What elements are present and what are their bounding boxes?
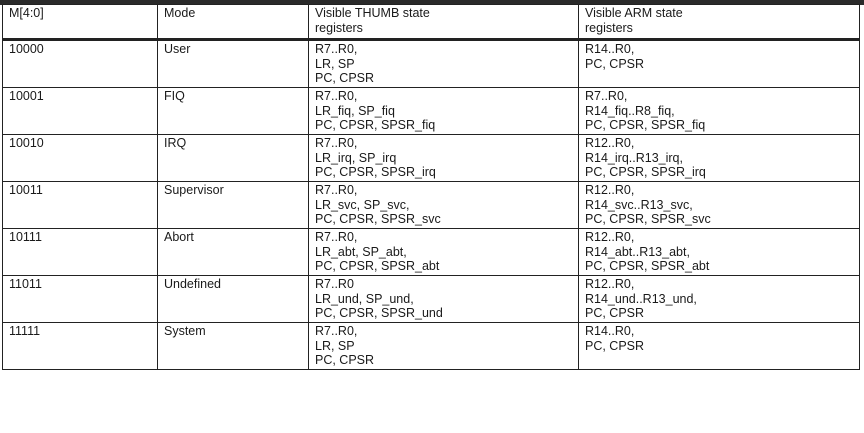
table-row: [3, 88, 860, 135]
cell-thumb-registers-line: LR_abt, SP_abt,: [315, 244, 407, 259]
cell-m-bits-text: 10011: [9, 183, 43, 197]
cell-arm-registers-line: PC, CPSR, SPSR_abt: [585, 259, 710, 274]
cell-thumb-registers-line: R7..R0,: [315, 42, 358, 56]
cell-mode: [158, 40, 309, 88]
cell-thumb-registers-line: LR_fiq, SP_fiq: [315, 103, 395, 118]
cell-arm-registers: [579, 182, 860, 229]
table-row: [3, 276, 860, 323]
cell-arm-registers-line: R14..R0,: [585, 42, 635, 56]
cell-arm-registers-line: R7..R0,: [585, 89, 628, 103]
cell-thumb-registers-line: R7..R0,: [315, 136, 358, 150]
cell-arm-registers: [579, 323, 860, 370]
cell-arm-registers-line: PC, CPSR: [585, 56, 645, 71]
cell-arm-registers-line: R12..R0,: [585, 183, 635, 197]
cell-thumb-registers-line: R7..R0: [315, 277, 354, 291]
cell-arm-registers-line: R14_und..R13_und,: [585, 291, 697, 306]
cell-m-bits-text: 10001: [9, 89, 44, 103]
cell-m-bits: [3, 182, 158, 229]
cell-arm-registers-line: R14_abt..R13_abt,: [585, 244, 690, 259]
cell-thumb-registers-line: LR_und, SP_und,: [315, 291, 414, 306]
table-row: [3, 229, 860, 276]
cell-thumb-registers-line: PC, CPSR, SPSR_irq: [315, 165, 436, 180]
table-row: [3, 40, 860, 88]
cell-thumb-registers-line: R7..R0,: [315, 324, 358, 338]
cell-m-bits: [3, 135, 158, 182]
cell-mode: [158, 88, 309, 135]
cell-mode-text: Supervisor: [164, 183, 224, 197]
cell-m-bits: [3, 323, 158, 370]
cell-mode: [158, 135, 309, 182]
cell-thumb-registers-line: PC, CPSR, SPSR_fiq: [315, 118, 436, 133]
cell-arm-registers: [579, 40, 860, 88]
cell-thumb-registers-line: LR, SP: [315, 56, 355, 71]
cell-thumb-registers-line: R7..R0,: [315, 230, 358, 244]
cell-arm-registers-line: PC, CPSR, SPSR_fiq: [585, 118, 706, 133]
cell-thumb-registers-line: PC, CPSR, SPSR_und: [315, 306, 443, 321]
cell-mode-text: FIQ: [164, 89, 185, 103]
cell-thumb-registers-line: R7..R0,: [315, 89, 358, 103]
cell-mode-text: Undefined: [164, 277, 221, 291]
cell-thumb-registers: [309, 135, 579, 182]
cell-thumb-registers-line: LR, SP: [315, 338, 355, 353]
cell-mode: [158, 276, 309, 323]
cell-arm-registers-line: PC, CPSR: [585, 338, 645, 353]
cell-mode: [158, 229, 309, 276]
cell-thumb-registers: [309, 88, 579, 135]
cell-thumb-registers-line: PC, CPSR: [315, 353, 375, 368]
cell-thumb-registers: [309, 323, 579, 370]
table-row: [3, 182, 860, 229]
cell-mode: [158, 182, 309, 229]
cell-arm-registers-line: PC, CPSR, SPSR_svc: [585, 212, 711, 227]
cell-thumb-registers-line: LR_svc, SP_svc,: [315, 197, 410, 212]
header-thumb-registers: Visible THUMB state registers: [309, 5, 579, 40]
cell-m-bits: [3, 229, 158, 276]
cell-thumb-registers-line: PC, CPSR: [315, 71, 375, 86]
cell-thumb-registers-line: R7..R0,: [315, 183, 358, 197]
cell-thumb-registers-line: PC, CPSR, SPSR_svc: [315, 212, 441, 227]
cell-m-bits-text: 10000: [9, 42, 44, 56]
cell-arm-registers-line: PC, CPSR, SPSR_irq: [585, 165, 706, 180]
cell-arm-registers: [579, 135, 860, 182]
register-table: [2, 4, 860, 370]
header-m-bits: M[4:0]: [3, 5, 158, 40]
cell-arm-registers: [579, 229, 860, 276]
cell-m-bits-text: 10111: [9, 230, 42, 244]
cell-thumb-registers: [309, 40, 579, 88]
cell-mode: [158, 323, 309, 370]
header-arm-registers: Visible ARM state registers: [579, 5, 860, 40]
cell-thumb-registers-line: LR_irq, SP_irq: [315, 150, 397, 165]
cell-m-bits: [3, 40, 158, 88]
cell-mode-text: User: [164, 42, 191, 56]
cell-m-bits: [3, 88, 158, 135]
cell-arm-registers-line: R14_fiq..R8_fiq,: [585, 103, 675, 118]
header-mode: Mode: [158, 5, 309, 40]
cell-thumb-registers: [309, 229, 579, 276]
cell-m-bits-text: 11111: [9, 324, 41, 338]
cell-arm-registers-line: R14_irq..R13_irq,: [585, 150, 683, 165]
cell-arm-registers-line: PC, CPSR: [585, 306, 645, 321]
cell-m-bits-text: 10010: [9, 136, 44, 150]
cell-arm-registers-line: R12..R0,: [585, 230, 635, 244]
cell-m-bits-text: 11011: [9, 277, 42, 291]
table-row: [3, 323, 860, 370]
cell-thumb-registers: [309, 182, 579, 229]
cell-arm-registers-line: R12..R0,: [585, 136, 635, 150]
cell-arm-registers-line: R14_svc..R13_svc,: [585, 197, 693, 212]
header-row: [3, 5, 860, 40]
cell-arm-registers-line: R12..R0,: [585, 277, 635, 291]
cell-thumb-registers-line: PC, CPSR, SPSR_abt: [315, 259, 440, 274]
cell-arm-registers: [579, 276, 860, 323]
cell-m-bits: [3, 276, 158, 323]
cell-arm-registers: [579, 88, 860, 135]
cell-thumb-registers: [309, 276, 579, 323]
cell-mode-text: Abort: [164, 230, 194, 244]
cell-mode-text: IRQ: [164, 136, 187, 150]
cell-arm-registers-line: R14..R0,: [585, 324, 635, 338]
cell-mode-text: System: [164, 324, 206, 338]
table-row: [3, 135, 860, 182]
